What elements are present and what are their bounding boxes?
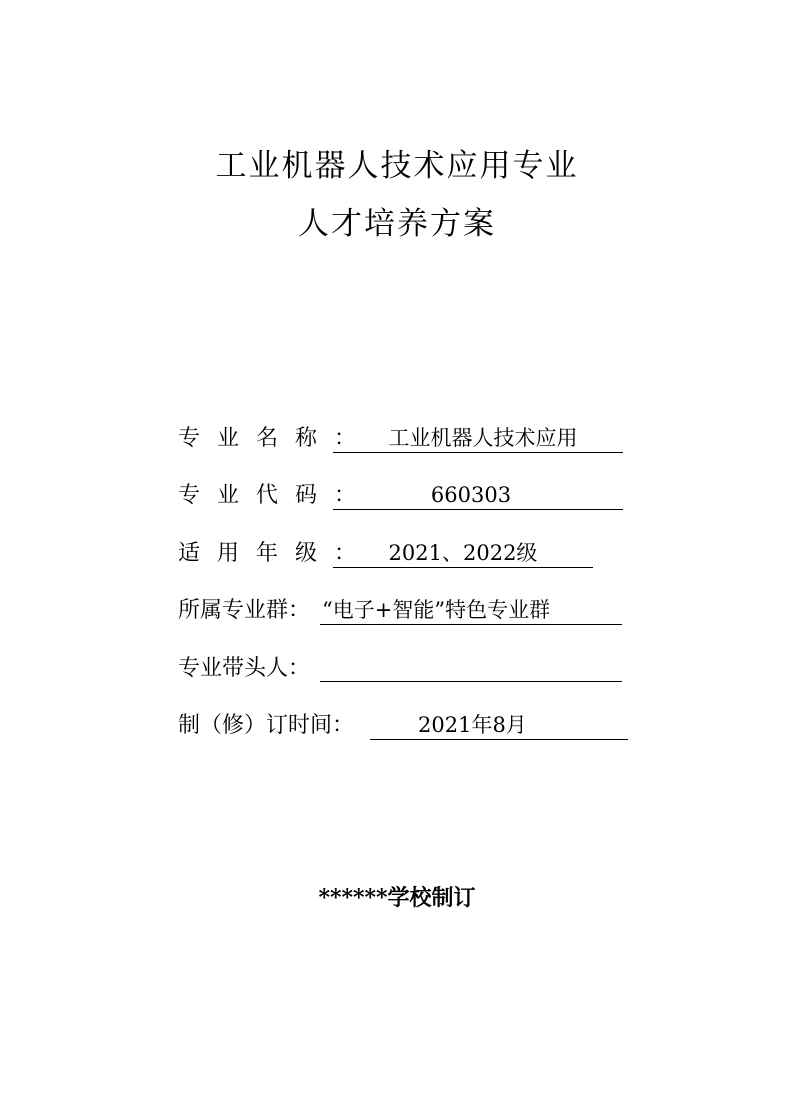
- major-code-value: 660303: [333, 481, 623, 510]
- applicable-grade-value: 2021、2022级: [333, 539, 593, 568]
- issuer-footer: ******学校制订: [318, 885, 476, 911]
- applicable-grade-label: 适用年级：: [178, 541, 374, 566]
- major-leader-label: 专业带头人：: [178, 656, 311, 681]
- major-name-label: 专业名称：: [178, 426, 374, 451]
- major-name-value: 工业机器人技术应用: [333, 424, 623, 453]
- major-group-label: 所属专业群：: [178, 598, 311, 623]
- revision-date-value: 2021年8月: [370, 711, 628, 740]
- title-line-2: 人才培养方案: [298, 206, 496, 242]
- title-line-1: 工业机器人技术应用专业: [215, 148, 579, 184]
- major-group-value: “电子+智能”特色专业群: [320, 596, 622, 625]
- major-leader-value: [320, 654, 622, 682]
- revision-date-label: 制（修）订时间：: [178, 713, 355, 738]
- major-code-label: 专业代码：: [178, 483, 374, 508]
